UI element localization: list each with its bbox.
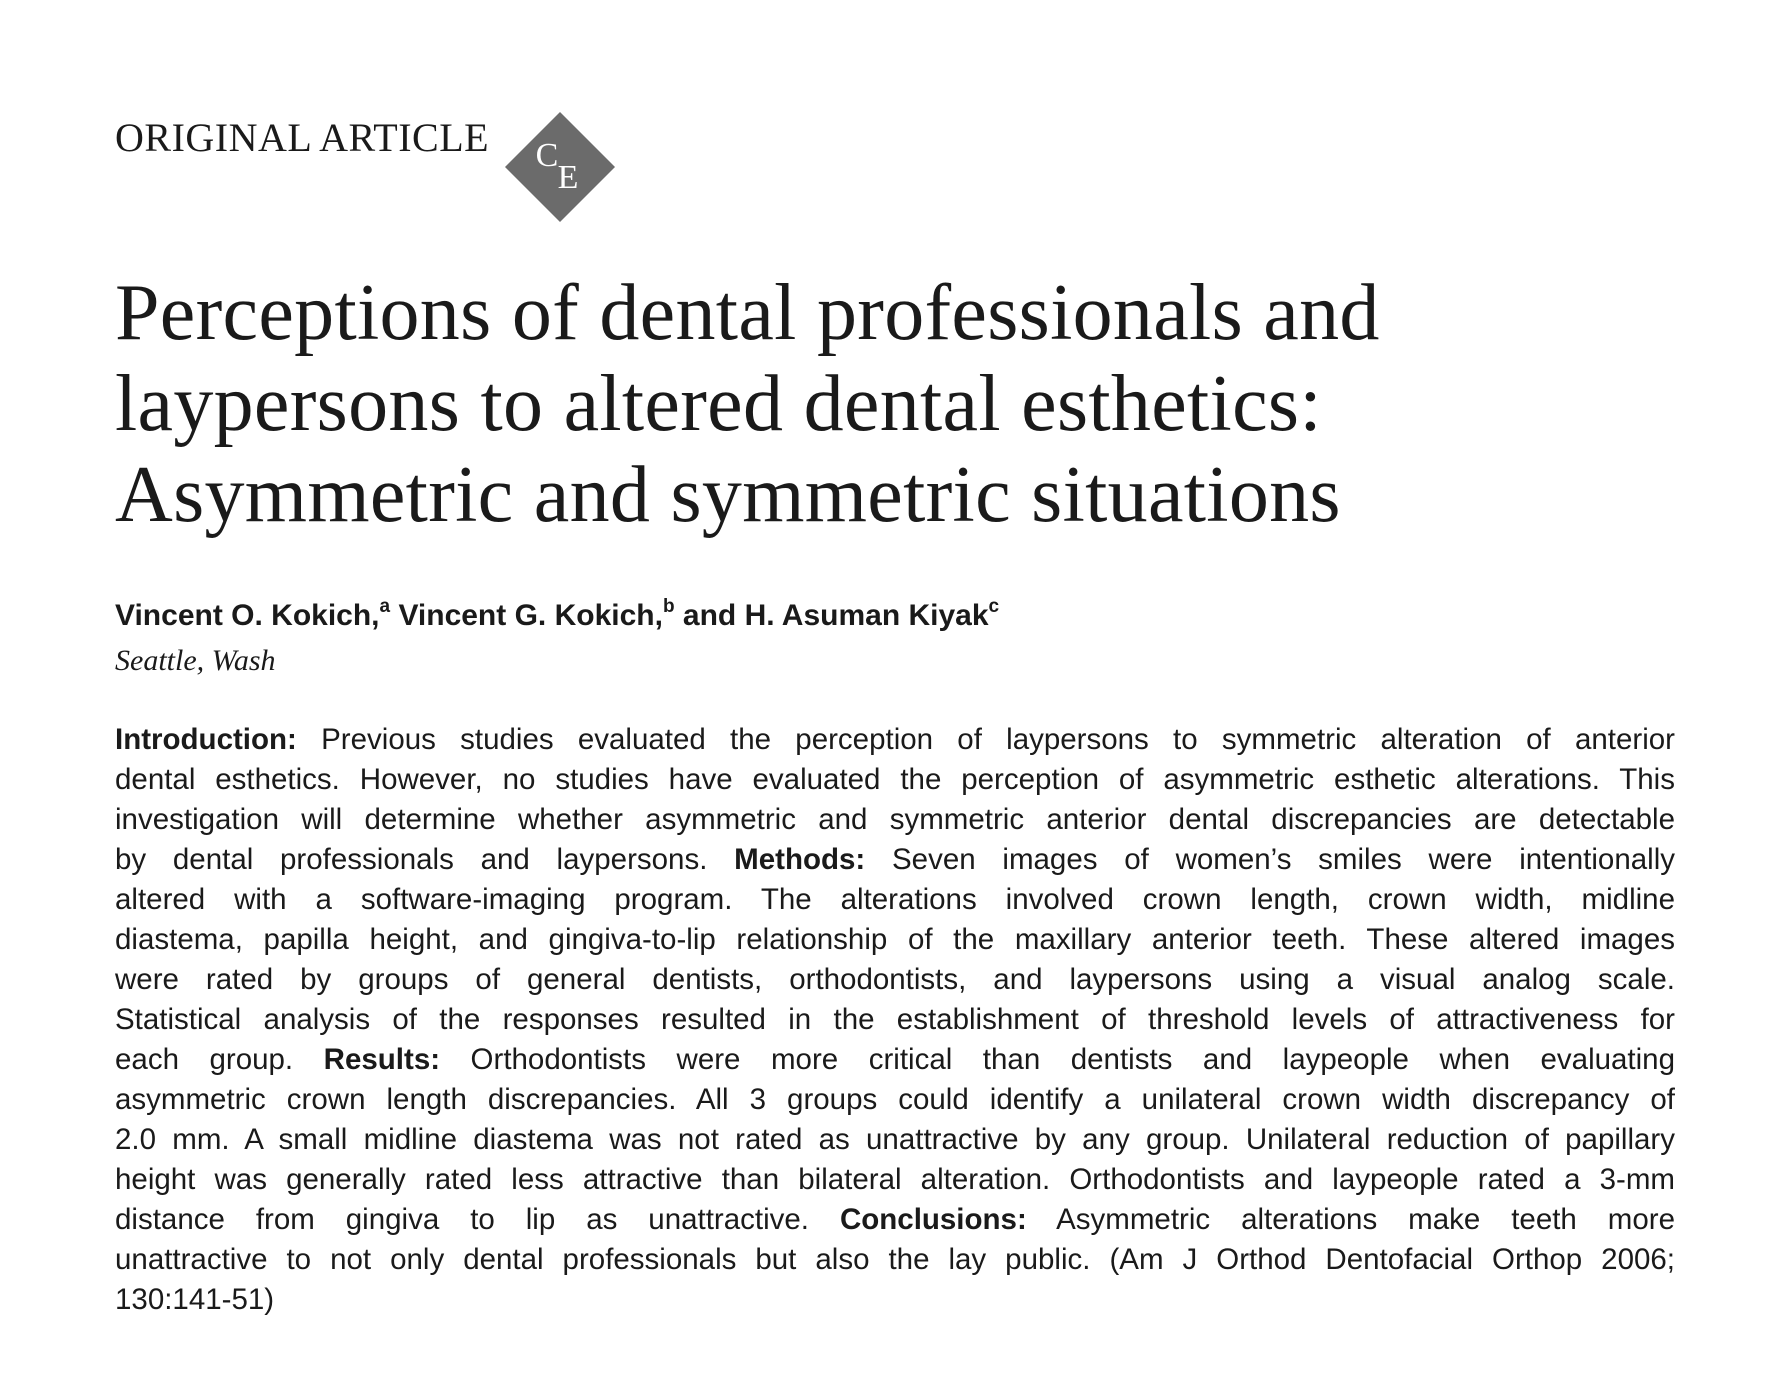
abstract-text [115,720,1675,1320]
article-title [115,268,1675,541]
title-line: laypersons to altered dental esthetics: [115,360,1322,448]
abstract-text-run: were rated by groups of general dentists, orthodontists, and laypersons using a visual analog scale. [115,963,1675,996]
ce-diamond-shape [503,110,617,224]
abstract-text-run: distance from gingiva to lip as unattractive. [115,1203,840,1236]
ce-letter-c: C [535,137,559,174]
abstract-line [115,840,1675,880]
abstract-section-heading: Conclusions: [839,1203,1027,1236]
abstract-text-run: Previous studies evaluated the perception of laypersons to symmetric alteration of anterior [296,723,1675,756]
abstract-text-run: each group. [115,1043,324,1076]
abstract-line [115,1080,1675,1120]
ce-letter-e: E [557,159,579,196]
abstract-line [115,1160,1675,1200]
author-affiliation-mark: b [662,596,675,617]
abstract-text-run: 2.0 mm. A small midline diastema was not rated as unattractive by any group. Unilateral reduction of papillary [115,1123,1675,1156]
abstract-line [115,1120,1675,1160]
abstract-section-heading: Methods: [734,843,866,876]
abstract-line [115,1040,1675,1080]
abstract-line [115,960,1675,1000]
abstract-text-run: Seven images of women’s smiles were intentionally [865,843,1675,876]
abstract-text-run: investigation will determine whether asymmetric and symmetric anterior dental discrepancies are detectable [115,803,1675,836]
title-line: Asymmetric and symmetric situations [115,451,1341,539]
abstract-text-run: diastema, papilla height, and gingiva-to-lip relationship of the maxillary anterior teeth. These altered images [115,923,1675,956]
article-header [115,110,617,224]
abstract-line [115,800,1675,840]
author-affiliation-mark: a [379,596,391,617]
abstract-line [115,720,1675,760]
abstract-text-run: dental esthetics. However, no studies have evaluated the perception of asymmetric esthetic alterations. This [115,763,1675,796]
abstract-text-run: altered with a software-imaging program. The alterations involved crown length, crown width, midline [115,883,1675,916]
author-affiliation-mark: c [988,596,1000,617]
abstract-text-run: Orthodontists were more critical than dentists and laypeople when evaluating [440,1043,1675,1076]
abstract-text-run: by dental professionals and laypersons. [115,843,735,876]
author-list [115,598,999,634]
abstract-line [115,1200,1675,1240]
abstract-line [115,1280,1675,1320]
abstract-line [115,1240,1675,1280]
abstract-line [115,880,1675,920]
abstract-section-heading: Introduction: [115,723,297,756]
author-location: Seattle, Wash [115,644,276,677]
abstract-text-run: height was generally rated less attractive than bilateral alteration. Orthodontists and laypeople rated a 3-mm [115,1163,1675,1196]
abstract-text-run: unattractive to not only dental professionals but also the lay public. (Am J Orthod Dentofacial Orthop 2006; [115,1243,1675,1276]
abstract-line [115,760,1675,800]
author-name: Vincent G. Kokich, [398,599,663,632]
abstract-text-run: 130:141-51) [115,1283,275,1316]
abstract-text-run: Asymmetric alterations make teeth more [1026,1203,1675,1236]
abstract-text-run: asymmetric crown length discrepancies. All 3 groups could identify a unilateral crown width discrepancy of [115,1083,1675,1116]
ce-credit-badge-icon [503,110,617,224]
author-name: Vincent O. Kokich, [115,599,380,632]
abstract-line [115,920,1675,960]
author-name: and H. Asuman Kiyak [682,599,989,632]
abstract-text-run: Statistical analysis of the responses resulted in the establishment of threshold levels of attractiveness for [115,1003,1675,1036]
abstract-line [115,1000,1675,1040]
abstract-section-heading: Results: [323,1043,441,1076]
title-line: Perceptions of dental professionals and [115,269,1380,357]
section-label: ORIGINAL ARTICLE [115,115,490,160]
